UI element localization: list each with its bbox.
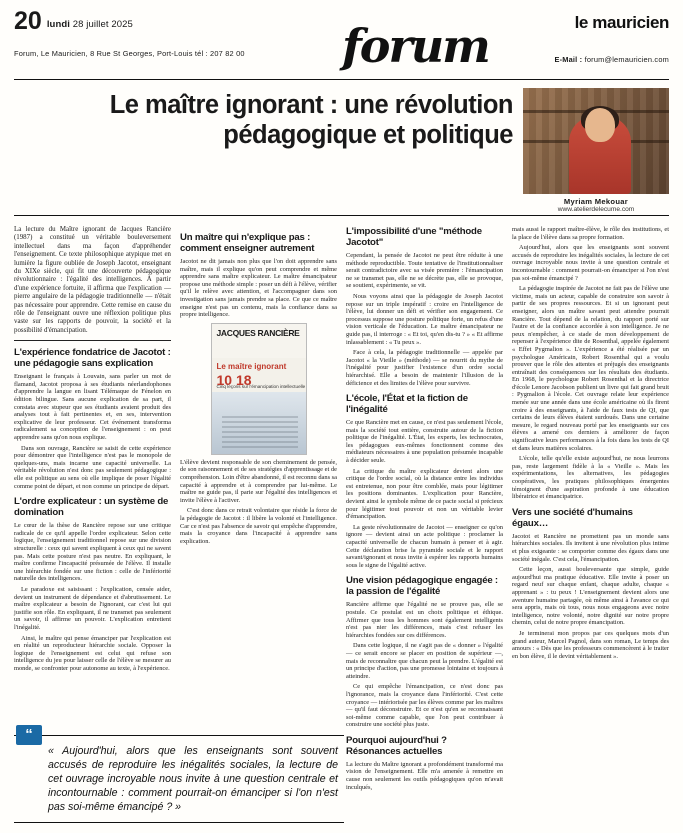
photo-person-head — [585, 108, 615, 142]
article-columns — [14, 226, 669, 794]
page-title: Le maître ignorant : une révolution pédagogique et politique — [109, 91, 513, 149]
page-number: 20 — [14, 7, 42, 35]
paragraph: Le paradoxe est saisissant : l'explication, censée aider, devient un instrument de dépendance et d'abrutissement. Le maître explicateur a besoin de l'ignorant, car c'est lui qui justifie son rôle. En expliquant, il ne transmet pas seulement un savoir, il affirme un pouvoir. L'explication entretient l'inégalité. — [14, 585, 171, 631]
publication-logo: le mauricien — [574, 13, 669, 32]
section-heading: L'expérience fondatrice de Jacotot : une pédagogie sans explication — [14, 347, 171, 370]
book-cover — [211, 323, 307, 455]
photo-caption: Myriam Mekouar — [563, 197, 629, 206]
email-address[interactable]: forum@lemauricien.com — [584, 55, 669, 64]
section-heading: Vers une société d'humains égaux… — [512, 506, 633, 529]
column-separator — [14, 340, 171, 341]
paragraph: Nous voyons ainsi que la pédagogie de Joseph Jacotot repose sur un triple impératif : croire en l'intelligence de l'élève, lui donner un défi et vérifier son engagement. Ce processus suppose une posture politique forte, un refus d'une vision verticale de l'éducation. Le maître émancipateur ne guide pas, il interroge : « Et toi, qu'en dis-tu ? » « Et affirme inlassablement : « Tu peux ». — [346, 292, 503, 346]
paragraph: Rancière affirme que l'égalité ne se prouve pas, elle se postule. Ce postulat est un choix politique et éthique. Affirmer que tous les hommes sont également intelligents n'est pas nier les différences, mais c'est refuser les hiérarchies fondées sur ces différences. — [346, 601, 503, 639]
headline-row — [14, 88, 669, 213]
pull-quote — [14, 726, 344, 823]
paragraph: L'école, telle qu'elle existe aujourd'hui, ne nous leurrons pas, reste largement fidèle à la « Vieille ». Mais les expérimentations, les alternatives, les pédagogies coopératives, les pratiques philosophiques émergentes témoignent d'une aspiration profonde à une éducation libératrice et émancipatrice. — [512, 455, 669, 501]
section-heading: L'impossibilité d'une "méthode Jacotot" — [346, 226, 482, 248]
paragraph: Jacotot et Rancière ne promettent pas un monde sans hiérarchies sociales. Ils invitent à une révolution plus intime et plus exigeante : se comporter comme des égaux dans une société inégale. C'est cela, l'émancipation. — [512, 532, 669, 563]
book-collection-number: 10 18 — [216, 371, 252, 388]
section-heading: Pourquoi aujourd'hui ? Résonances actuelles — [346, 734, 447, 757]
dateline-date: 28 juillet 2025 — [72, 19, 133, 30]
paragraph: Ce qui empêche l'émancipation, ce n'est donc pas l'ignorance, mais la croyance dans l'infériorité. C'est cette croyance — intériorisée par les élèves comme par les maîtres — qu'il faut déconstruire. Et ce n'est qu'en se reconnaissant soi-même comme capable, que l'on peut contribuer à construire une société plus juste. — [346, 683, 503, 729]
paragraph: Dans son ouvrage, Rancière se saisit de cette expérience pour démontrer que l'intelligence n'est pas le monopole de quelques-uns, mais incarne une capacité universelle. La véritable révolution n'est donc pas seulement pédagogique : elle est politique au sens où elle implique de poser l'égalité comme point de départ, et non comme un principe de départ. — [14, 444, 171, 490]
forum-wordmark: forum — [342, 19, 489, 73]
paragraph: Ce que Rancière met en cause, ce n'est pas seulement l'école, mais la société tout entière, construite autour de la fiction politique de l'inégalité. L'État, les experts, les technocrates, les pédagogues eux-mêmes fonctionnent comme des médiateurs nécessaires à une population présumée incapable à décider seule. — [346, 419, 503, 465]
section-address: Forum, Le Mauricien, 8 Rue St Georges, Port-Louis tél : 207 82 00 — [14, 49, 245, 58]
paragraph: Cette leçon, aussi bouleversante que simple, guide aujourd'hui ma pratique éducative. Elle invite à poser un regard neuf sur chaque enfant, chaque adulte, chaque « apprenant » : tu peux ! L'enseignement devient alors une aventure humaine partagée, où même ainsi à l'avance ce qui sera appris, mais où tous, nous nous engageons avec notre intelligence, notre volonté, notre dignité sur notre propre chemin, celui de notre propre émancipation. — [512, 566, 669, 627]
paragraph: Aujourd'hui, alors que les enseignants sont souvent accusés de reproduire les inégalités sociales, la lecture de cet ouvrage incroyable nous invite à une question centrale et incontournable : comment pourrait-on émanciper si l'on n'est pas soi-même émancipé ? — [512, 244, 669, 282]
dateline — [47, 10, 133, 30]
headline-rule — [14, 215, 669, 216]
book-title: Le maître ignorant — [216, 361, 287, 371]
masthead-rule — [14, 79, 669, 80]
book-artwork — [212, 392, 306, 454]
book-cover-figure — [180, 323, 337, 455]
paragraph: La pédagogie inspirée de Jacotot ne fait pas de l'élève une victime, mais un acteur, capable de construire son savoir à partir de ses propres ressources. Et si un ignorant peut enseigner, alors un maître savant peut attendre pourrait Rancière. Tout dépend de la relation, du rapport porté sur l'autre et de la confiance accordée à son intelligence. Je ne peux n'empêcher, à ce stade de mon développement de repenser à l'expérience dite de Rosenthal, appelée également « Effet Pygmalion ». L'expérience a été réalisée par un psychologue Américain, Robert Rosenthal qui a voulu prouver que le rôle des attentes et préjugés des enseignants entraînait des conséquences sur les résultats des étudiants. En 1968, le psychologue Robert Rosenthal et la directrice d'école Lenore Jacobson publient un livre qui fait grand bruit : Pygmalion à l'école. Cet ouvrage relate leur expérience menée sur une année dans une école américaine où ils firent croire à des enseignants, à l'aide de faux tests de QI, que certains de leurs élèves étaient surdoués. Dans une certaine mesure, le regard nouveau porté par les enseignants sur ces élèves a amené ces derniers à améliorer de façon significative leurs performances à la fois dans les tests de QI et dans leurs matières scolaires. — [512, 285, 669, 452]
email-line — [554, 55, 669, 64]
paragraph: La lecture du Maître ignorant a profondément transformé ma vision de l'enseignement. Elle m'a amenée à remettre en cause non seulement les outils pédagogiques qu'on m'avait inculqués, — [346, 760, 503, 791]
column-2 — [180, 226, 337, 794]
paragraph: mais aussi le rapport maître-élève, le rôle des institutions, et la place de l'élève dans sa propre formation. — [512, 226, 669, 241]
paragraph: Le cœur de la thèse de Rancière repose sur une critique radicale de ce qu'il appelle l'ordre explicateur. Selon cette logique, l'enseignement traditionnel repose sur une division structurelle : ceux qui savent expliquent à ceux qui ne savent pas. Mais cette posture n'est pas neutre. En expliquant, le maître confirme l'incapacité présumée de l'élève. Il installe une hiérarchie fondée sur une fiction : celle de l'infériorité naturelle des intelligences. — [14, 522, 171, 583]
column-4 — [512, 226, 669, 794]
pull-quote-text: « Aujourd'hui, alors que les enseignants sont souvent accusés de reproduire les inégalités sociales, la lecture de cet ouvrage incroyable nous invite à une question centrale et incontournable : comment pourrait-on émanciper si l'on n'est pas soi-même émancipé ? » — [48, 745, 338, 813]
article-lead: La lecture du Maître ignorant de Jacques Rancière (1987) a constitué un véritable bouleversement intellectuel dans ma façon d'appréhender l'enseignement. Ce texte philosophique atypique met en lumière la figure oubliée de Joseph Jacotot, enseignant du XIXe siècle, qui fit une découverte pédagogique révolutionnaire : l'égalité des intelligences. À partir d'une expérience fortuite, il affirma que l'explication — pierre angulaire de la pédagogie traditionnelle — n'était pas nécessaire pour apprendre. Cette remise en cause du rôle de l'enseignant ouvre une réflexion politique plus vaste sur les rapports de pouvoir, la société et la possibilité d'émancipation. — [14, 226, 171, 334]
book-subtitle: Cinq leçons sur l'émancipation intellectuelle — [216, 384, 306, 390]
paragraph: Jacotot ne dit jamais non plus que l'on doit apprendre sans maître, mais il explique qu'on peut comprendre et même apprendre sans maître explicateur. Le maître émancipateur propose une méthode simple : poser un défi à l'élève, vérifier qu'il le relève avec attention, et l'accompagner dans son investigation sans jamais prendre sa place. Ce que ce maître enseigne n'est pas un contenu, mais la confiance dans sa propre intelligence. — [180, 258, 337, 319]
author-photo — [523, 88, 669, 194]
section-heading: Une vision pédagogique engagée : la passion de l'égalité — [346, 575, 498, 598]
paragraph: Cependant, la pensée de Jacotot ne peut être réduite à une méthode reproductible. Toute tentative de l'institutionnaliser serait contradictoire avec sa visée première : l'émancipation ne se transmet pas, elle ne se décrète pas, elle se provoque, se soutient, expérimente, se vit. — [346, 252, 503, 290]
paragraph: C'est donc dans ce retrait volontaire que réside la force de la pédagogie de Jacotot : il libère la volonté et l'intelligence. Car ce n'est pas l'absence de savoir qui empêche d'apprendre, mais la croyance dans l'incapacité à apprendre sans explication. — [180, 507, 337, 545]
section-heading: L'ordre explicateur : un système de domination — [14, 496, 169, 519]
paragraph: La geste révolutionnaire de Jacotot — enseigner ce qu'on ignore — devient ainsi un acte politique : proclamer la capacité universelle de chacun humain à penser et à agir. Cette déclaration brise la pyramide sociale et le rapport savant/ignorant et nous invite à espérer les rapports humains sous le signe de l'égalité active. — [346, 523, 503, 569]
paragraph: Ainsi, le maître qui pense émanciper par l'explication est en réalité un reproducteur hiérarchie sociale. Opposer la logique de l'enseignement est celui qui refuse son intelligence du jeu pour laisser celle de l'élève se mesurer au monde, se confronter pour autonome au texte, à l'expérience. — [14, 634, 171, 672]
column-1 — [14, 226, 171, 794]
paragraph: Face à cela, la pédagogie traditionnelle — appelée par Jacotot « la Vieille » (méthode) — se nourrit du mythe de l'inégalité pour justifier l'existence d'un ordre social hiérarchisé. Elle a besoin de maintenir l'illusion de la déficience et des limites de l'élève pour survivre. — [346, 349, 503, 387]
column-3 — [346, 226, 503, 794]
section-heading: L'école, l'État et la fiction de l'inégalité — [346, 393, 468, 416]
paragraph: L'élève devient responsable de son cheminement de pensée, de son raisonnement et de ses stratégies d'apprentissage et de compréhension. Loin d'être abandonné, il est reconnu dans sa capacité à apprendre et à comprendre par lui-même. Le maître ne guide pas, il parie sur l'égalité des intelligences et invite l'élève à l'activer. — [180, 458, 337, 504]
quote-icon: “ — [16, 725, 42, 745]
photo-caption-url[interactable]: www.atelierdelecume.com — [557, 206, 635, 213]
paragraph: La critique du maître explicateur devient alors une critique de l'ordre social, où la distance entre les individus est entretenue, non pour être comblée, mais pour légitimer les positions dominantes. L'explication pour Rancière, devient ainsi le symbole même de ce pacte social si précieux pour légitimer tout pouvoir et non un véritable levier d'émancipation. — [346, 467, 503, 521]
section-heading: Un maître qui n'explique pas : comment enseigner autrement — [180, 232, 315, 254]
paragraph: Dans cette logique, il ne s'agit pas de « donner » l'égalité — ce serait encore se placer en position de supérieur —, mais de reconnaître que chacun peut la prendre. L'égalité est un principe d'action, pas une promesse lointaine et toujours à atteindre. — [346, 642, 503, 680]
book-author: JACQUES RANCIÈRE — [216, 327, 300, 338]
paragraph: Enseignant le français à Louvain, sans parler un mot de flamand, Jacotot proposa à ses étudiants néerlandophones d'apprendre la langue en lisant Télémaque de Fénelon en édition bilingue. Sans aucune explication de sa part, il constata avec stupeur que ses étudiants avaient produit des analyses tout à fait pertinentes et, en ses, intervention explicative de leur professeur. Cet événement transforma radicalement sa conception de l'enseignement : on peut apprendre sans qu'on nous explique. — [14, 373, 171, 442]
paragraph: Je terminerai mon propos par ces quelques mots d'un grand auteur, Marcel Pagnol, dans son roman, Le temps des amours : « Dès que les professeurs commencèrent à le traiter en bon élève, il le devint véritablement ». — [512, 629, 669, 660]
masthead-left — [14, 7, 133, 35]
photo-box — [523, 88, 669, 213]
dateline-day: lundi — [46, 19, 71, 30]
email-label: E-Mail : — [554, 55, 583, 64]
